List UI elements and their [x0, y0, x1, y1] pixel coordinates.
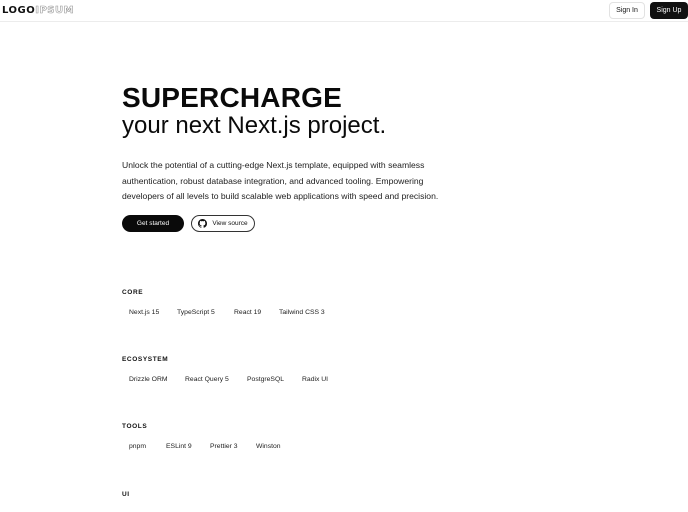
logo[interactable] [2, 5, 74, 17]
section-title: CORE [122, 289, 144, 296]
tech-item: Radix UI [302, 376, 329, 383]
tech-item: React 19 [234, 309, 262, 316]
section-title: UI [122, 491, 130, 498]
hero-description: Unlock the potential of a cutting-edge Next.js template, equipped with seamless authentication, robust database integration, and advanced tooling. Empowering developers of all levels to build scalable web applications with speed and precision. [122, 160, 439, 201]
tech-item: Prettier 3 [210, 443, 238, 450]
logo-text-secondary: IPSUM [35, 5, 75, 16]
get-started-button[interactable]: Get started [122, 215, 184, 232]
section-title: TOOLS [122, 423, 148, 430]
hero-title: SUPERCHARGE [122, 82, 343, 113]
logo-text-primary: LOGO [2, 5, 36, 16]
hero-subtitle: your next Next.js project. [122, 112, 387, 139]
tech-item: TypeScript 5 [177, 309, 215, 316]
view-source-label: View source [212, 220, 248, 227]
tech-item: Winston [256, 443, 281, 450]
section-core [122, 289, 542, 318]
tech-item: React Query 5 [185, 376, 229, 383]
section-title: ECOSYSTEM [122, 356, 169, 363]
view-source-button[interactable] [191, 215, 255, 232]
tech-item: PostgreSQL [247, 376, 285, 383]
tech-item: pnpm [129, 443, 147, 450]
tech-item: ESLint 9 [166, 443, 192, 450]
section-ui [122, 491, 542, 499]
sign-up-button[interactable]: Sign Up [650, 2, 688, 19]
section-ecosystem [122, 356, 542, 385]
section-tools [122, 423, 542, 452]
sign-in-button[interactable]: Sign In [609, 2, 645, 19]
tech-item: Next.js 15 [129, 309, 160, 316]
github-icon [198, 219, 207, 228]
tech-item: Drizzle ORM [129, 376, 168, 383]
top-navbar [0, 0, 688, 22]
tech-item: Tailwind CSS 3 [279, 309, 325, 316]
